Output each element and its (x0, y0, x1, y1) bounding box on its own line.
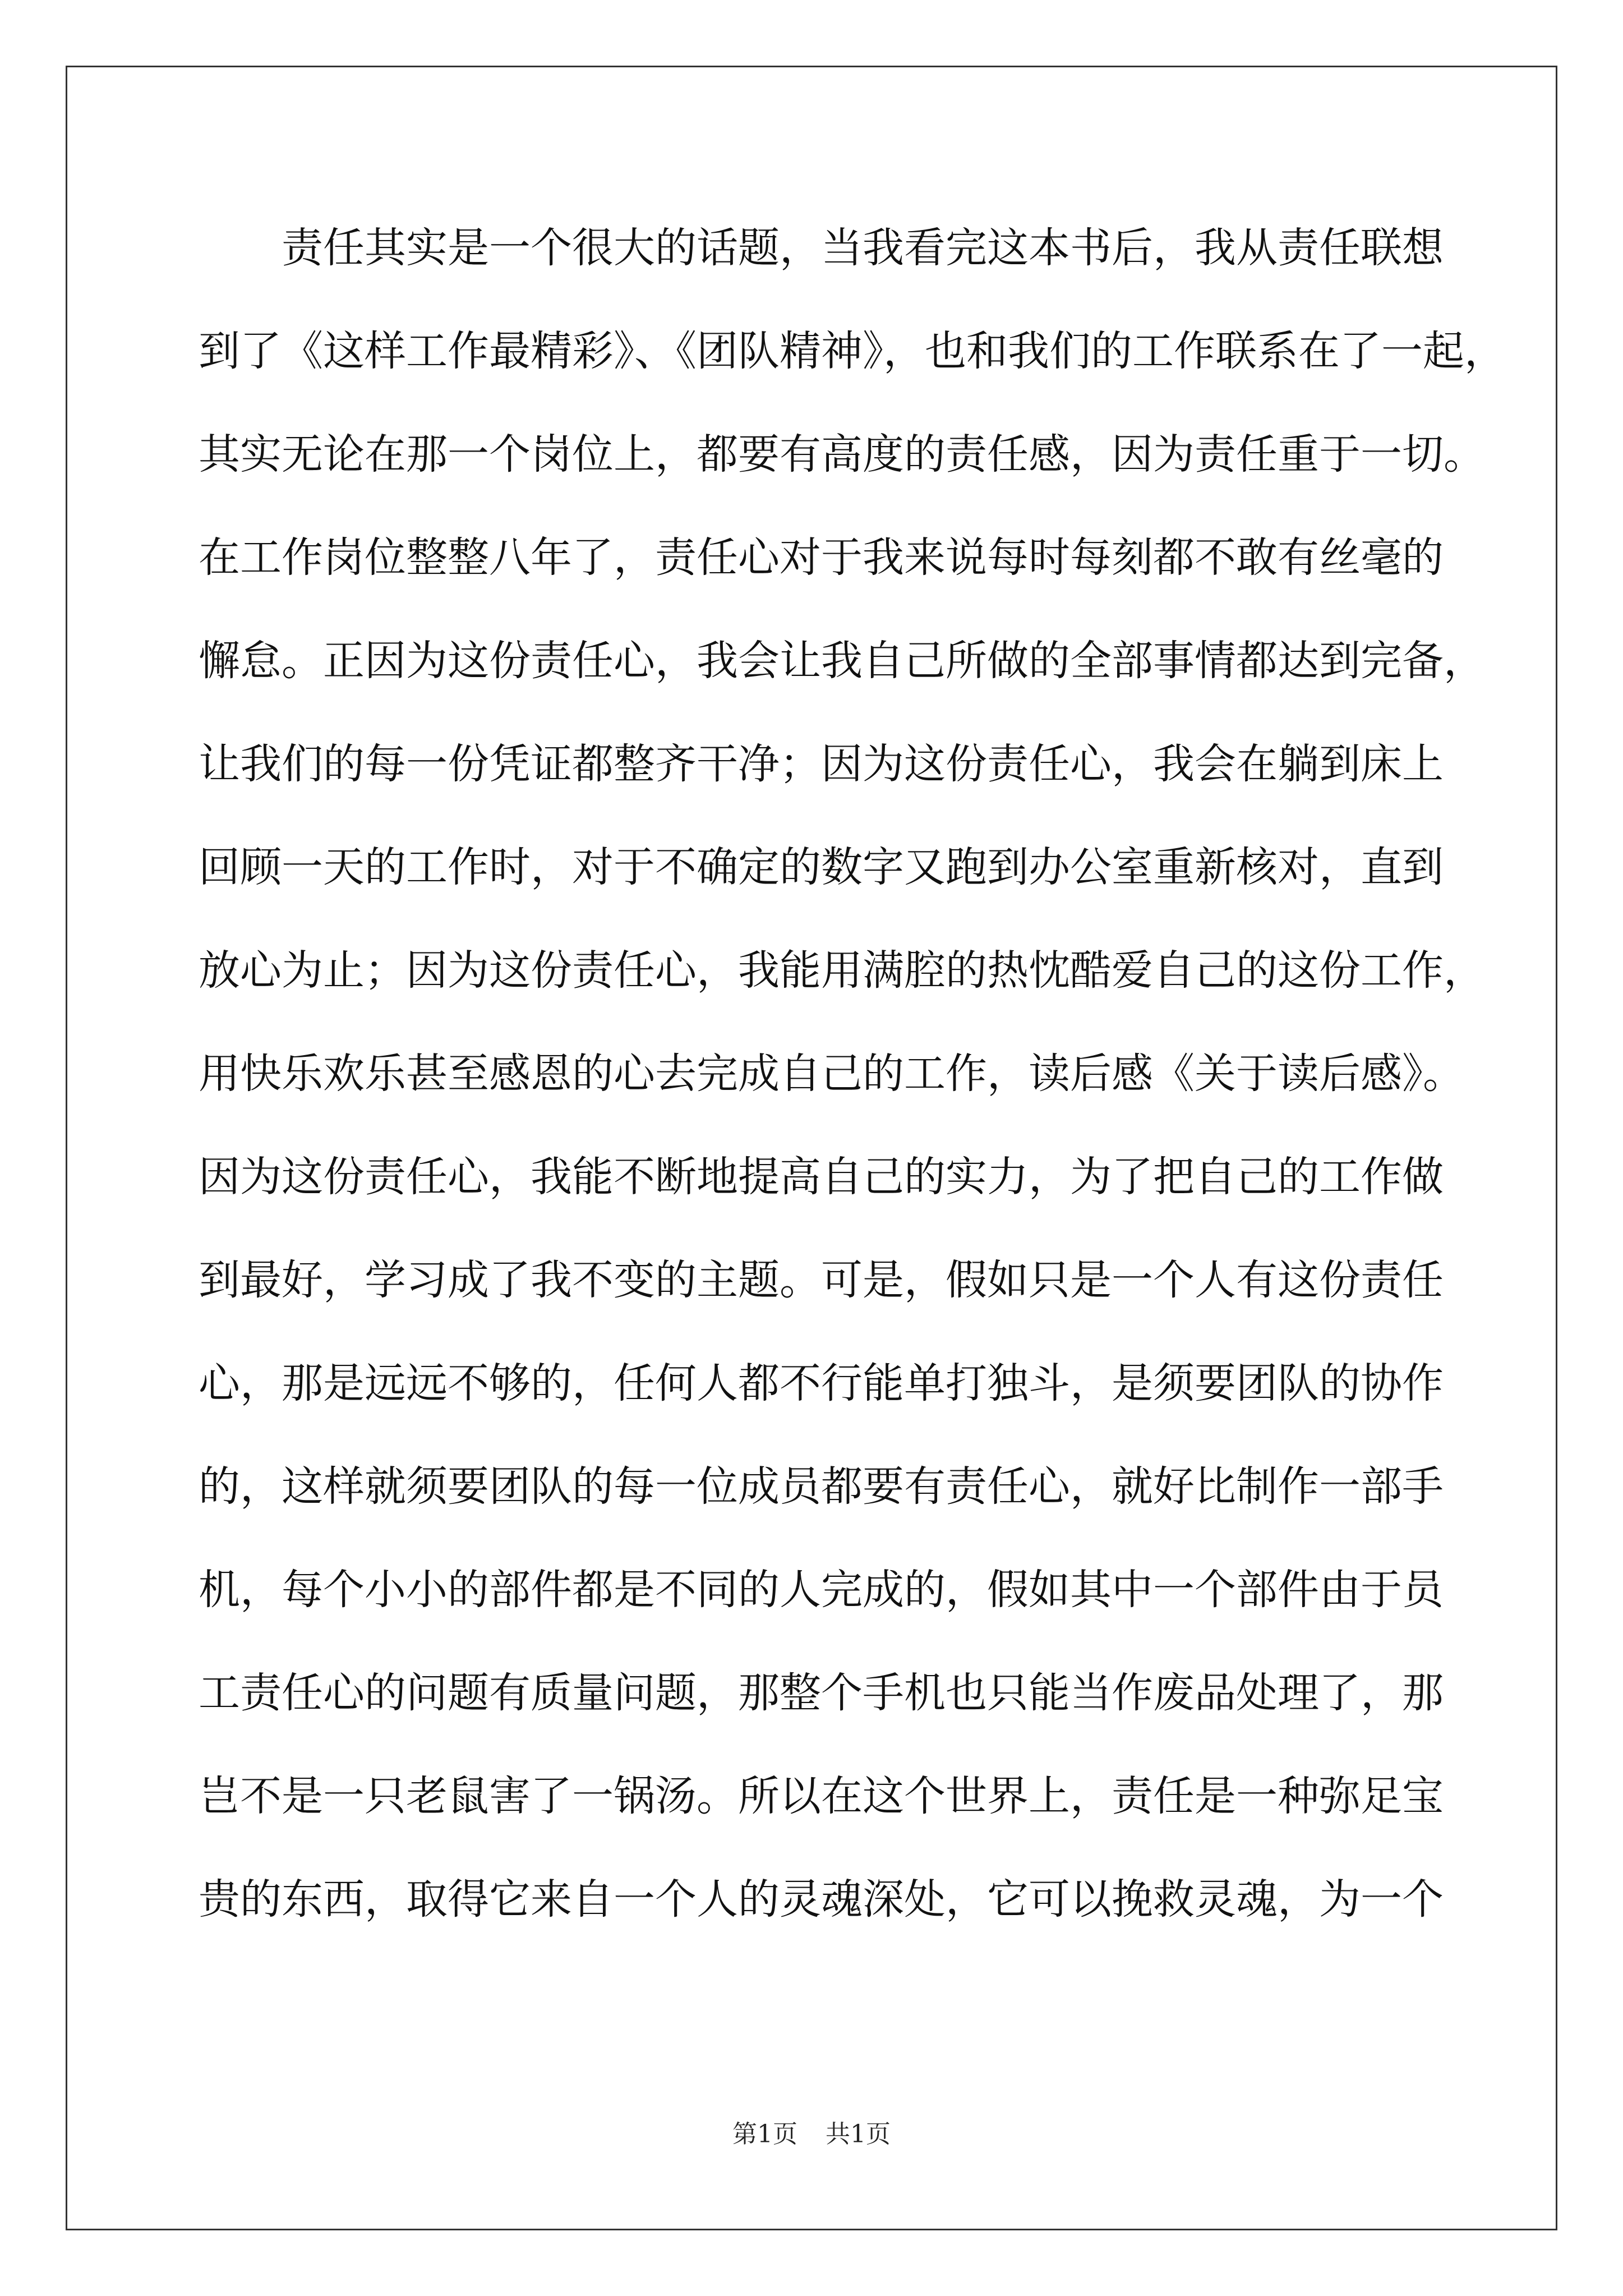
text-line: 机，每个小小的部件都是不同的人完成的，假如其中一个部件由于员 (199, 1566, 1444, 1614)
text-line: 到了《这样工作最精彩》、《团队精神》，也和我们的工作联系在了一起， (199, 327, 1506, 375)
text-line: 心，那是远远不够的，任何人都不行能单打独斗，是须要团队的协作 (199, 1359, 1444, 1407)
text-line: 工责任心的问题有质量问题，那整个手机也只能当作废品处理了，那 (199, 1669, 1444, 1717)
text-line: 责任其实是一个很大的话题，当我看完这本书后，我从责任联想 (282, 224, 1444, 272)
text-line: 放心为止；因为这份责任心，我能用满腔的热忱酷爱自己的这份工作， (199, 946, 1485, 995)
page-footer (0, 2118, 1623, 2151)
text-line: 其实无论在那一个岗位上，都要有高度的责任感，因为责任重于一切。 (199, 430, 1485, 478)
text-line: 回顾一天的工作时，对于不确定的数字又跑到办公室重新核对，直到 (199, 843, 1444, 891)
page-total: 共1页 (826, 2120, 891, 2148)
text-line: 懈怠。正因为这份责任心，我会让我自己所做的全部事情都达到完备， (199, 637, 1485, 685)
text-line: 用快乐欢乐甚至感恩的心去完成自己的工作，读后感《关于读后感》。 (199, 1050, 1464, 1098)
text-line: 因为这份责任心，我能不断地提高自己的实力，为了把自己的工作做 (199, 1153, 1444, 1201)
text-line: 在工作岗位整整八年了，责任心对于我来说每时每刻都不敢有丝毫的 (199, 533, 1444, 582)
body-text (199, 217, 1506, 1971)
text-line: 的，这样就须要团队的每一位成员都要有责任心，就好比制作一部手 (199, 1462, 1444, 1511)
text-line: 让我们的每一份凭证都整齐干净；因为这份责任心，我会在躺到床上 (199, 740, 1444, 788)
text-line: 到最好，学习成了我不变的主题。可是，假如只是一个人有这份责任 (199, 1256, 1444, 1304)
text-line: 岂不是一只老鼠害了一锅汤。所以在这个世界上，责任是一种弥足宝 (199, 1772, 1444, 1820)
page-number: 第1页 (732, 2120, 797, 2148)
text-line: 贵的东西，取得它来自一个人的灵魂深处，它可以挽救灵魂，为一个 (199, 1875, 1444, 1924)
